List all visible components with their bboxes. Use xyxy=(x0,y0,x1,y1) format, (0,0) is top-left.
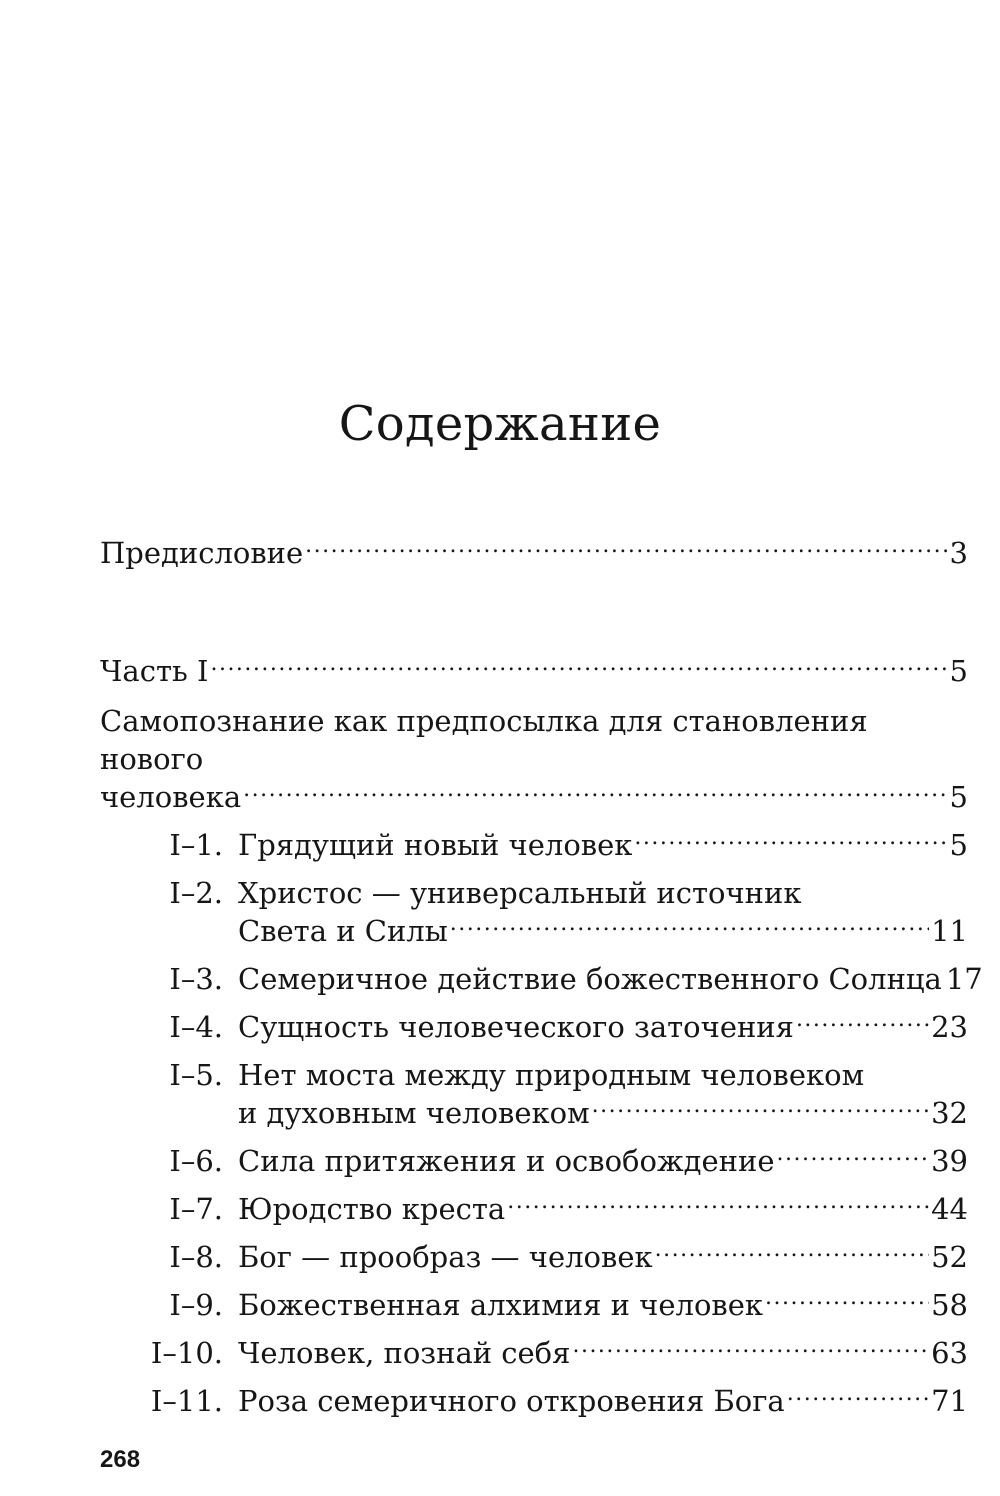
toc-entry-chapter[interactable] xyxy=(100,874,968,950)
toc-page-number: 5 xyxy=(949,654,968,688)
dot-leader xyxy=(787,1382,929,1411)
toc-page-number: 5 xyxy=(949,780,968,814)
chapter-title: Юродство креста xyxy=(238,1192,506,1226)
toc-entry-section[interactable] xyxy=(100,702,968,816)
dot-leader xyxy=(634,826,947,855)
chapter-number: I–8. xyxy=(169,1240,223,1274)
chapter-title: Бог — прообраз — человек xyxy=(238,1240,653,1274)
toc-page-number: 17 xyxy=(945,962,983,996)
toc-page-number: 39 xyxy=(931,1144,968,1178)
toc-entry-chapter[interactable] xyxy=(100,1008,968,1046)
toc-page-number: 5 xyxy=(949,828,968,862)
chapter-body xyxy=(238,1142,968,1180)
chapter-list xyxy=(100,826,983,1420)
dot-leader xyxy=(210,652,947,681)
toc-entry-chapter[interactable] xyxy=(100,1382,968,1420)
dot-leader xyxy=(655,1238,929,1267)
dot-leader xyxy=(507,1190,929,1219)
toc-page-number: 44 xyxy=(931,1192,968,1226)
toc-entry-label-line2: человека xyxy=(100,780,242,814)
toc-page-number: 3 xyxy=(949,536,968,570)
dot-leader xyxy=(592,1094,929,1123)
chapter-body xyxy=(238,1056,968,1132)
dot-leader xyxy=(765,1286,929,1315)
chapter-number: I–2. xyxy=(169,876,223,910)
chapter-title-line2: Света и Силы xyxy=(238,914,448,948)
chapter-title-line2: и духовным человеком xyxy=(238,1096,590,1130)
table-of-contents xyxy=(100,534,983,1420)
chapter-number: I–11. xyxy=(150,1384,223,1418)
chapter-title: Человек, познай себя xyxy=(238,1336,571,1370)
dot-leader xyxy=(305,534,947,563)
dot-leader xyxy=(796,1008,929,1037)
dot-leader xyxy=(243,778,947,807)
dot-leader xyxy=(777,1142,930,1171)
chapter-title-line1: Нет моста между природным человеком xyxy=(238,1058,865,1092)
toc-entry-label: Предисловие xyxy=(100,536,304,570)
chapter-title: Сущность человеческого заточения xyxy=(238,1010,794,1044)
chapter-number: I–5. xyxy=(169,1058,223,1092)
toc-entry-chapter[interactable] xyxy=(100,826,968,864)
chapter-number: I–9. xyxy=(169,1288,223,1322)
toc-page-number: 23 xyxy=(931,1010,968,1044)
chapter-body xyxy=(238,874,968,950)
toc-entry-chapter[interactable] xyxy=(100,960,983,998)
chapter-body xyxy=(238,1008,968,1046)
page-title: Содержание xyxy=(338,396,662,452)
toc-page-number: 32 xyxy=(931,1096,968,1130)
chapter-title: Грядущий новый человек xyxy=(238,828,633,862)
chapter-body xyxy=(238,1382,968,1420)
toc-entry-chapter[interactable] xyxy=(100,1142,968,1180)
toc-page-number: 63 xyxy=(931,1336,968,1370)
chapter-number: I–1. xyxy=(169,828,223,862)
chapter-number: I–6. xyxy=(169,1144,223,1178)
dot-leader xyxy=(572,1334,929,1363)
toc-entry-chapter[interactable] xyxy=(100,1334,968,1372)
toc-entry-chapter[interactable] xyxy=(100,1238,968,1276)
chapter-title-line1: Христос — универсальный источник xyxy=(238,876,802,910)
chapter-title: Роза семеричного откровения Бога xyxy=(238,1384,785,1418)
toc-entry-label-line1: Самопознание как предпосылка для становления нового xyxy=(100,704,868,776)
toc-entry-part-1[interactable] xyxy=(100,652,968,690)
chapter-number: I–10. xyxy=(150,1336,223,1370)
toc-page-number: 71 xyxy=(931,1384,968,1418)
chapter-body xyxy=(238,1190,968,1228)
toc-entry-chapter[interactable] xyxy=(100,1056,968,1132)
toc-entry-chapter[interactable] xyxy=(100,1190,968,1228)
chapter-body xyxy=(238,960,983,998)
chapter-title: Семеричное действие божественного Солнца xyxy=(238,962,942,996)
chapter-number: I–4. xyxy=(169,1010,223,1044)
toc-entry-label: Часть I xyxy=(100,654,209,688)
toc-entry-preface[interactable] xyxy=(100,534,968,572)
dot-leader xyxy=(450,912,929,941)
chapter-number: I–7. xyxy=(169,1192,223,1226)
chapter-body xyxy=(238,1286,968,1324)
chapter-body xyxy=(238,826,968,864)
chapter-title: Божественная алхимия и человек xyxy=(238,1288,764,1322)
chapter-title: Сила притяжения и освобождение xyxy=(238,1144,775,1178)
toc-page-number: 52 xyxy=(931,1240,968,1274)
chapter-number: I–3. xyxy=(169,962,223,996)
chapter-body xyxy=(238,1238,968,1276)
toc-entry-chapter[interactable] xyxy=(100,1286,968,1324)
toc-page-number: 11 xyxy=(931,914,968,948)
toc-page-number: 58 xyxy=(931,1288,968,1322)
chapter-body xyxy=(238,1334,968,1372)
page-number: 268 xyxy=(100,1446,141,1473)
